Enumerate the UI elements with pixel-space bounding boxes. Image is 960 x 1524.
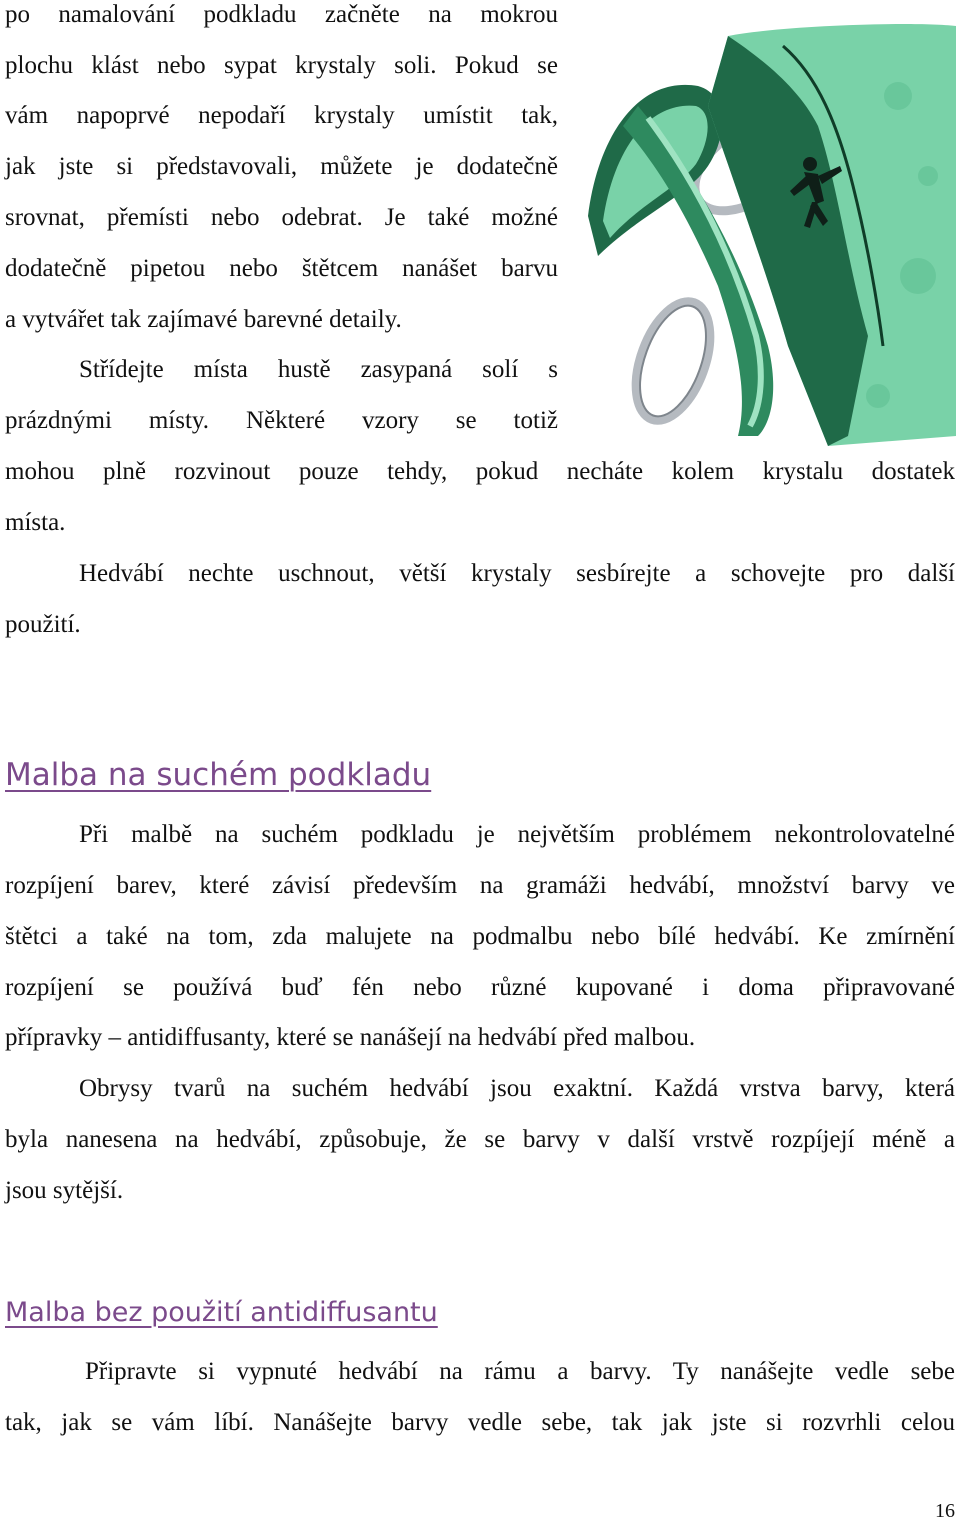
text-line: prázdnými místy. Některé vzory se totiž xyxy=(5,407,558,434)
text-line: tak, jak se vám líbí. Nanášejte barvy vedle sebe, tak jak jste si rozvrhli celou xyxy=(5,1409,955,1436)
text-line: jsou sytější. xyxy=(5,1177,124,1204)
text-line: Obrysy tvarů na suchém hedvábí jsou exaktní. Každá vrstva barvy, která xyxy=(79,1075,955,1102)
text-line: místa. xyxy=(5,509,66,536)
text-line: Hedvábí nechte uschnout, větší krystaly sesbírejte a schovejte pro další xyxy=(79,560,955,587)
page-number: 16 xyxy=(935,1500,955,1522)
text-line: Připravte si vypnuté hedvábí na rámu a barvy. Ty nanášejte vedle sebe xyxy=(85,1358,955,1385)
text-line: byla nanesena na hedvábí, způsobuje, že se barvy v další vrstvě rozpíjejí méně a xyxy=(5,1126,955,1153)
text-line: Střídejte místa hustě zasypaná solí s xyxy=(79,356,558,383)
section-heading: Malba na suchém podkladu xyxy=(5,757,432,793)
text-line: rozpíjení se používá buď fén nebo různé kupované i doma připravované xyxy=(5,974,955,1001)
text-line: po namalování podkladu začněte na mokrou xyxy=(5,1,558,28)
text-line: mohou plně rozvinout pouze tehdy, pokud necháte kolem krystalu dostatek xyxy=(5,458,955,485)
text-line: srovnat, přemísti nebo odebrat. Je také možné xyxy=(5,204,558,231)
text-line: Při malbě na suchém podkladu je největším problémem nekontrolovatelné xyxy=(79,821,955,848)
text-line: rozpíjení barev, které závisí především na gramáži hedvábí, množství barvy ve xyxy=(5,872,955,899)
text-line: jak jste si představovali, můžete je dodatečně xyxy=(5,153,558,180)
text-line: plochu klást nebo sypat krystaly soli. Pokud se xyxy=(5,52,558,79)
text-line: použití. xyxy=(5,611,81,638)
text-line: dodatečně pipetou nebo štětcem nanášet barvu xyxy=(5,255,558,282)
section-heading: Malba bez použití antidiffusantu xyxy=(5,1297,438,1328)
silk-ties-photo xyxy=(578,16,956,446)
text-line: vám napoprvé nepodaří krystaly umístit tak, xyxy=(5,102,558,129)
text-line: a vytvářet tak zajímavé barevné detaily. xyxy=(5,306,402,333)
text-line: štětci a také na tom, zda malujete na podmalbu nebo bílé hedvábí. Ke zmírnění xyxy=(5,923,955,950)
text-line: přípravky – antidiffusanty, které se nanášejí na hedvábí před malbou. xyxy=(5,1024,696,1051)
